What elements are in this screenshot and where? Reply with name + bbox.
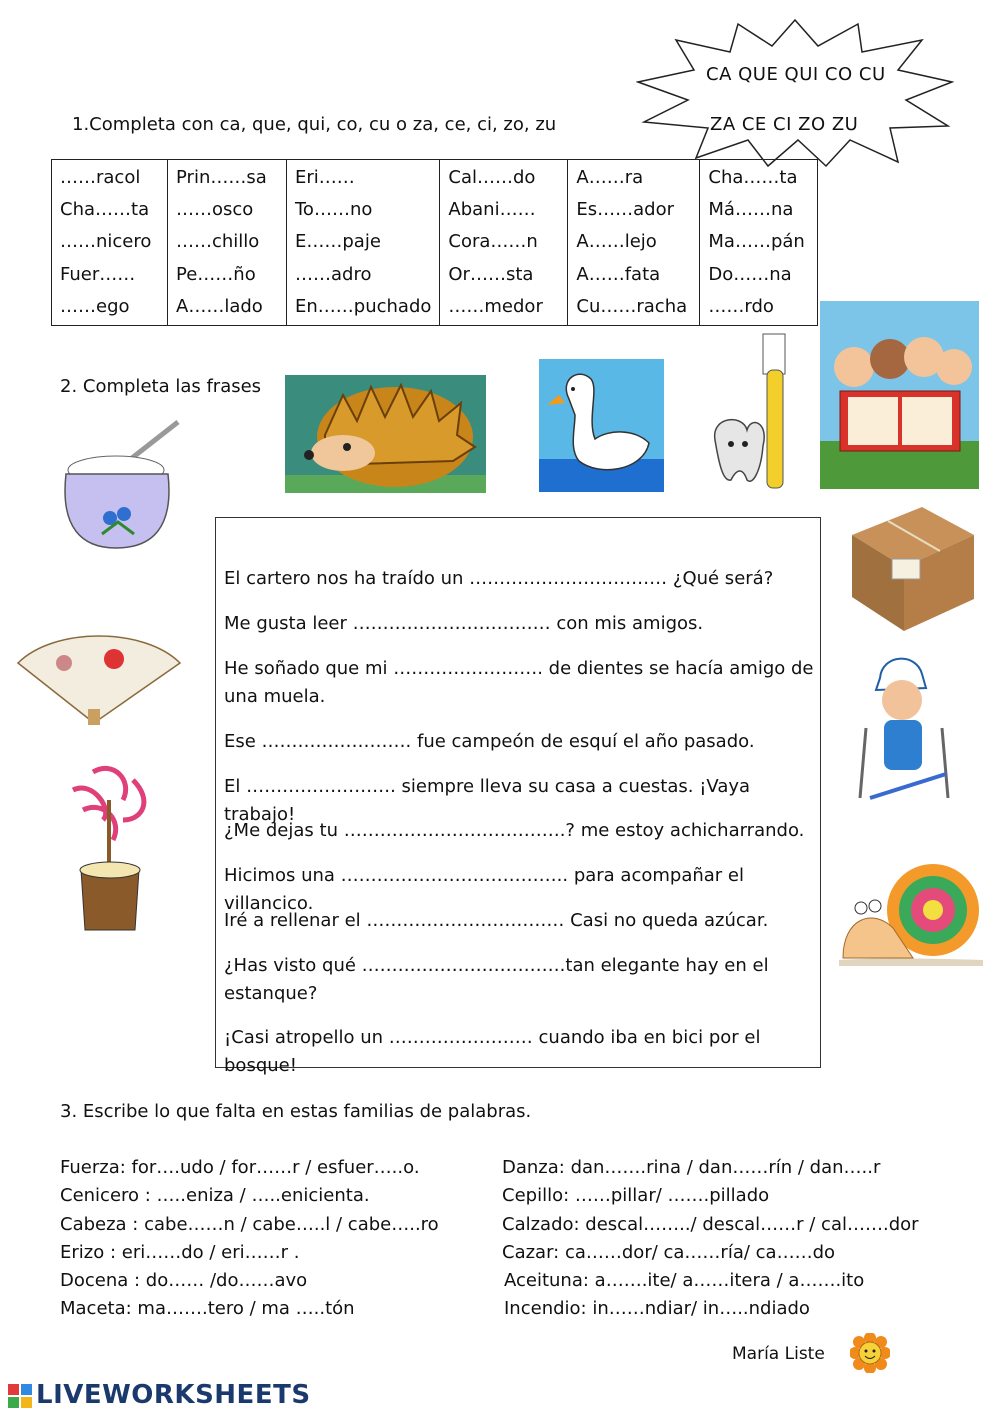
- liveworksheets-logo-icon: [8, 1384, 32, 1408]
- table-cell[interactable]: Cha……ta: [60, 199, 150, 221]
- table-cell[interactable]: ……rdo: [708, 295, 774, 317]
- sugar-bowl-picture: [52, 418, 184, 564]
- sentence-5: El ……………………. siempre lleva su casa a cuestas. ¡Vaya trabajo!: [224, 776, 751, 825]
- table-cell[interactable]: To……no: [295, 199, 373, 221]
- starburst-shape: [636, 18, 954, 168]
- family-right-6: Incendio: in……ndiar/ in…..ndiado: [504, 1298, 810, 1319]
- table-cell[interactable]: En……puchado: [295, 295, 432, 317]
- family-right-2: Cepillo: ……pillar/ …….pillado: [502, 1185, 770, 1206]
- family-right-1: Danza: dan…….rina / dan……rín / dan…..r: [502, 1157, 881, 1178]
- table-cell[interactable]: A……lejo: [576, 231, 657, 253]
- table-cell[interactable]: ……adro: [295, 263, 372, 285]
- liveworksheets-logo[interactable]: LIVEWORKSHEETS: [36, 1380, 311, 1410]
- sentence-10: ¡Casi atropello un …………………… cuando iba en bici por el bosque!: [224, 1027, 761, 1076]
- table-cell[interactable]: ……racol: [60, 167, 141, 188]
- family-left-1: Fuerza: for….udo / for……r / esfuer…..o.: [60, 1157, 420, 1178]
- table-cell[interactable]: ……medor: [448, 295, 543, 317]
- table-cell[interactable]: Cora……n: [448, 231, 538, 253]
- sentence-4: Ese ……………………. fue campeón de esquí el año pasado.: [224, 731, 755, 752]
- table-cell[interactable]: A……ra: [576, 167, 644, 188]
- fan-picture: [14, 623, 184, 727]
- snail-picture: [833, 848, 985, 972]
- hedgehog-picture: [285, 375, 486, 493]
- sentence-9: ¿Has visto qué …………………………….tan elegante hay en el estanque?: [224, 955, 769, 1004]
- sentence-3: He soñado que mi ……………………. de dientes se hacía amigo de una muela.: [224, 658, 814, 707]
- family-left-6: Maceta: ma…….tero / ma …..tón: [60, 1298, 355, 1319]
- table-cell[interactable]: E……paje: [295, 231, 381, 253]
- table-cell[interactable]: Cha……ta: [708, 167, 798, 188]
- table-cell[interactable]: ……ego: [60, 295, 130, 317]
- starburst-line-1: CA QUE QUI CO CU: [706, 64, 886, 85]
- table-cell[interactable]: A……lado: [176, 295, 263, 317]
- family-right-3: Calzado: descal……../ descal……r / cal…….dor: [502, 1214, 919, 1235]
- toothbrush-picture: [707, 330, 799, 492]
- section-3-title: 3. Escribe lo que falta en estas familias de palabras.: [60, 1101, 532, 1122]
- table-cell[interactable]: Eri……: [295, 167, 355, 188]
- table-cell[interactable]: Má……na: [708, 199, 794, 221]
- family-right-4: Cazar: ca……dor/ ca……ría/ ca……do: [502, 1242, 836, 1263]
- author-name: María Liste: [732, 1344, 825, 1364]
- skier-picture: [856, 648, 952, 810]
- sentence-7: Hicimos una ……………………………….. para acompañar el villancico.: [224, 865, 744, 914]
- table-cell[interactable]: ……chillo: [176, 231, 260, 253]
- table-cell[interactable]: Es……ador: [576, 199, 675, 221]
- family-left-2: Cenicero : …..eniza / …..enicienta.: [60, 1185, 370, 1206]
- table-cell[interactable]: Pe……ño: [176, 263, 256, 285]
- zambomba-picture: [53, 760, 168, 935]
- sentence-1: El cartero nos ha traído un …………………………… ¿Qué será?: [224, 568, 774, 589]
- sentence-8: Iré a rellenar el …………………………… Casi no queda azúcar.: [224, 910, 769, 931]
- sunflower-icon: [850, 1333, 890, 1373]
- table-cell[interactable]: Do……na: [708, 263, 792, 285]
- table-cell[interactable]: Or……sta: [448, 263, 534, 285]
- table-cell[interactable]: Cu……racha: [576, 295, 688, 317]
- syllable-table: [51, 159, 818, 326]
- family-left-4: Erizo : eri……do / eri……r .: [60, 1242, 300, 1263]
- table-cell[interactable]: Cal……do: [448, 167, 536, 188]
- table-cell[interactable]: Abani……: [448, 199, 536, 221]
- children-reading-picture: [820, 301, 979, 489]
- table-cell[interactable]: A……fata: [576, 263, 661, 285]
- section-2-title: 2. Completa las frases: [60, 376, 262, 397]
- sentence-2: Me gusta leer …………………………… con mis amigos.: [224, 613, 704, 634]
- starburst-line-2: ZA CE CI ZO ZU: [710, 114, 859, 135]
- family-left-3: Cabeza : cabe……n / cabe…..l / cabe…..ro: [60, 1214, 439, 1235]
- family-left-5: Docena : do…… /do……avo: [60, 1270, 308, 1291]
- table-cell[interactable]: Prin……sa: [176, 167, 267, 188]
- table-cell[interactable]: Ma……pán: [708, 231, 805, 253]
- swan-picture: [539, 359, 664, 492]
- table-cell[interactable]: ……osco: [176, 199, 254, 221]
- family-right-5: Aceituna: a…….ite/ a……itera / a…….ito: [504, 1270, 865, 1291]
- table-cell[interactable]: Fuer……: [60, 263, 136, 285]
- sentence-6: ¿Me dejas tu ……………………………….? me estoy achicharrando.: [224, 820, 805, 841]
- package-picture: [848, 501, 977, 636]
- table-cell[interactable]: ……nicero: [60, 231, 152, 253]
- section-1-title: 1.Completa con ca, que, qui, co, cu o za, ce, ci, zo, zu: [72, 114, 557, 135]
